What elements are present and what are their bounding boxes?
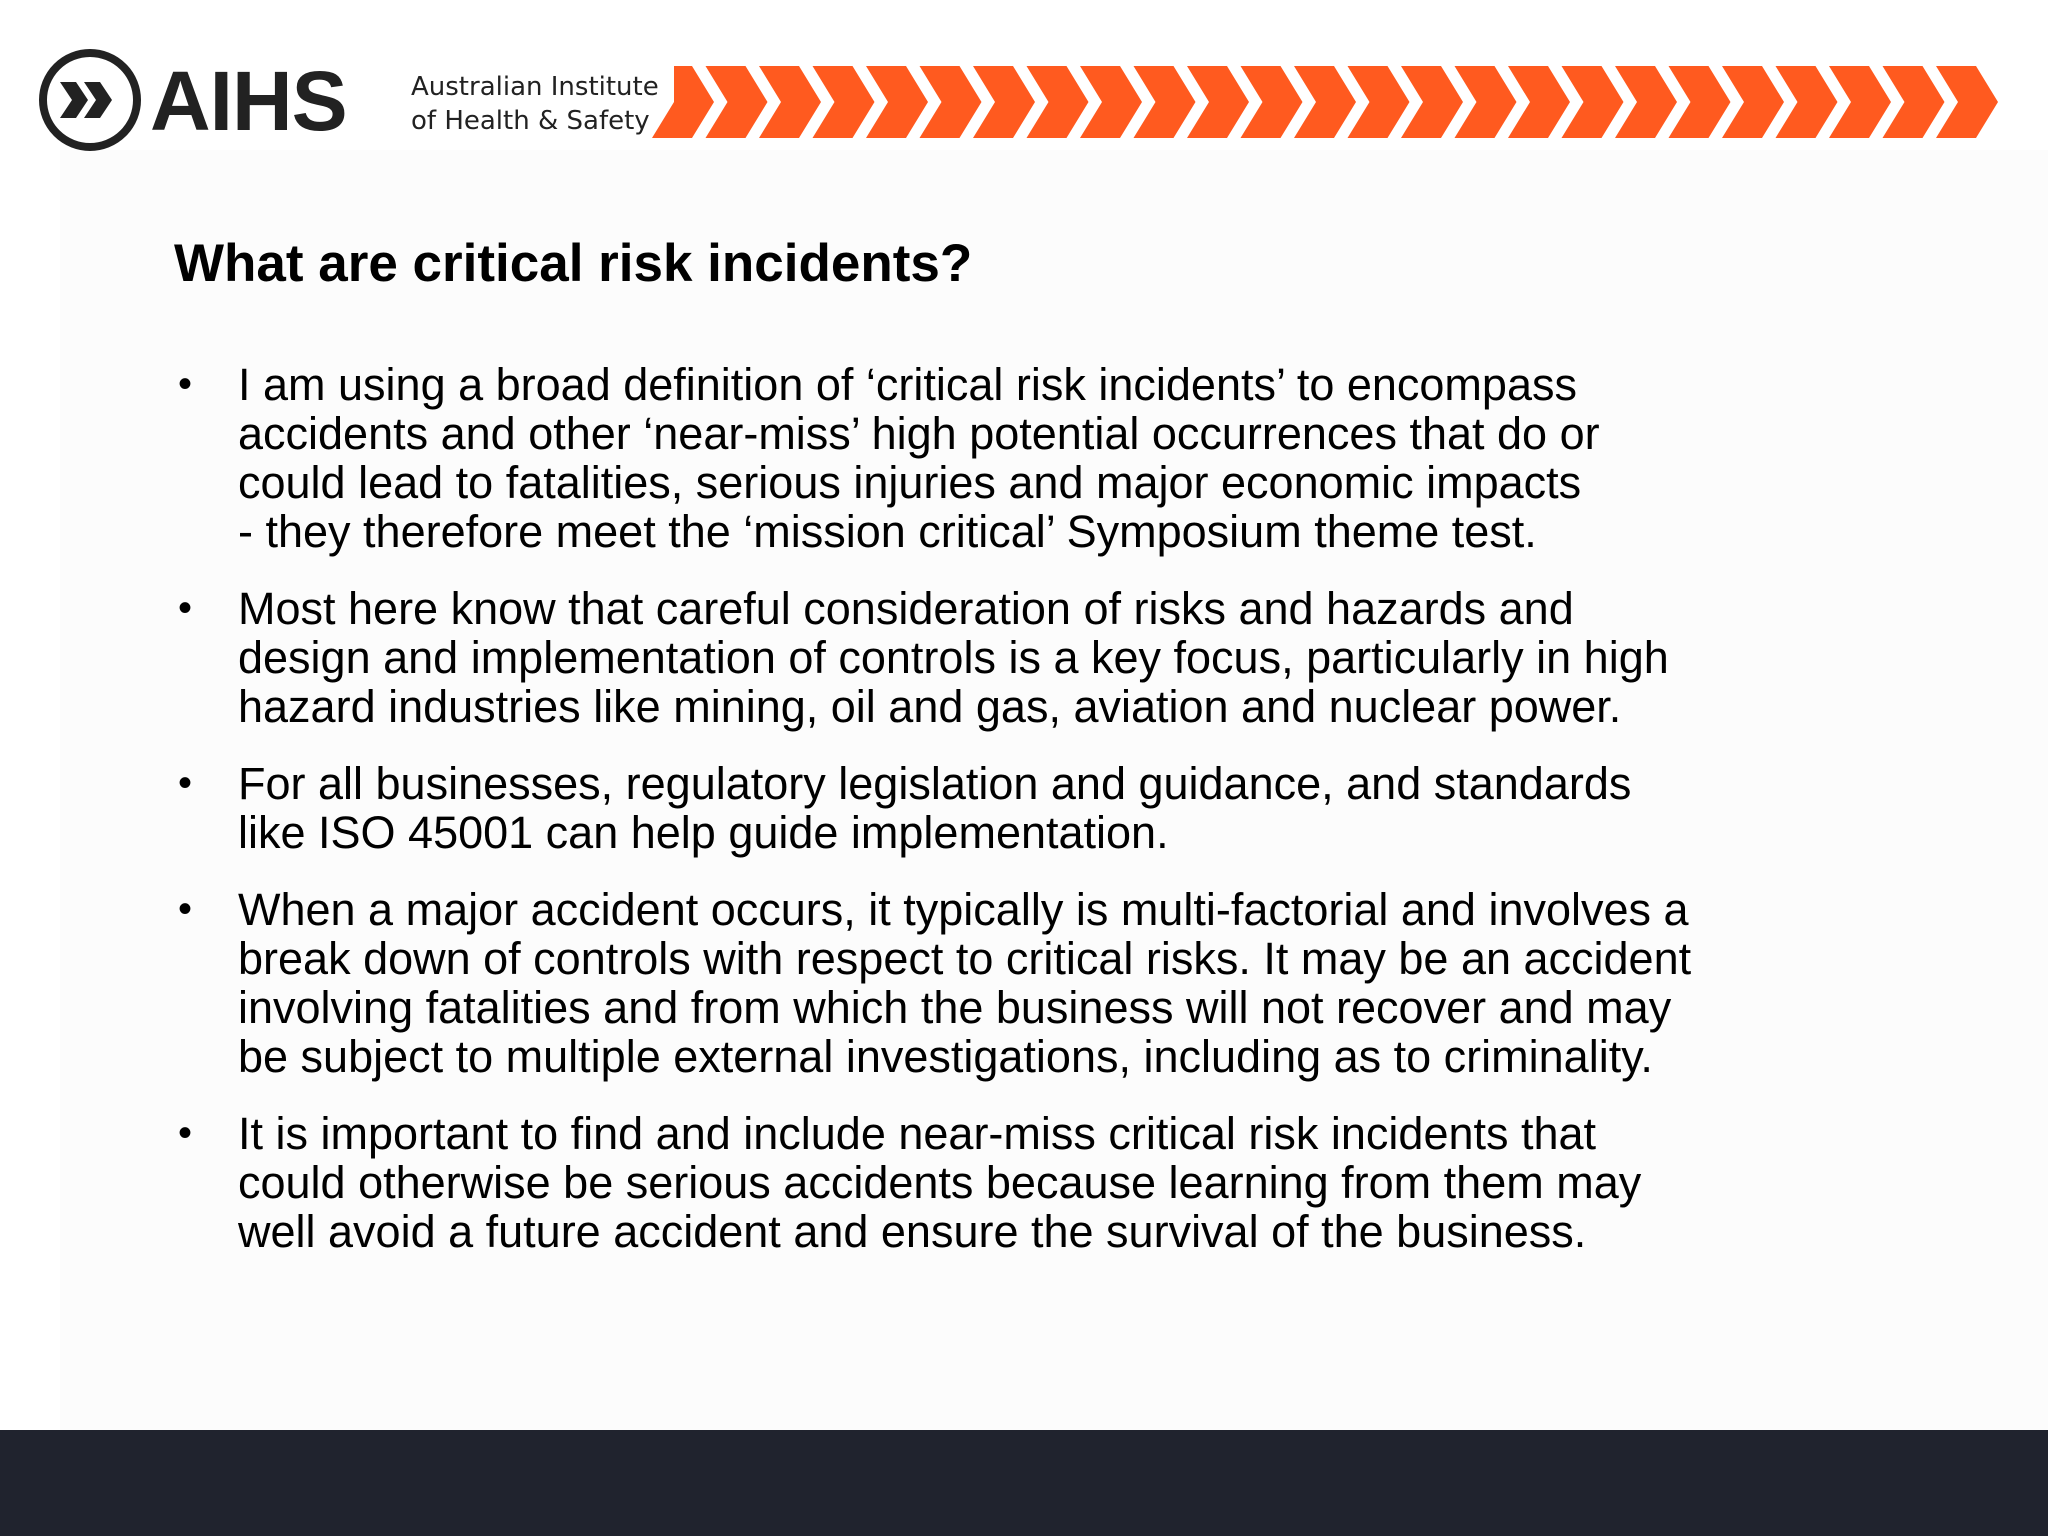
bullet-line: - they therefore meet the ‘mission critical’ Symposium theme test. [238,506,1537,557]
org-name-line-1: Australian Institute [411,72,659,102]
chevron-shape [706,66,768,138]
bullet-marker: • [178,586,193,630]
bullet-item [174,885,1914,1081]
logo-wordmark: AIHS [150,54,347,148]
chevron-shape [1187,66,1249,138]
chevron-shape [1348,66,1410,138]
bullet-item [174,360,1914,556]
footer-bar [0,1430,2048,1536]
bullet-line: could lead to fatalities, serious injuries and major economic impacts [238,457,1582,508]
bullet-line: well avoid a future accident and ensure the survival of the business. [238,1206,1587,1257]
bullet-line: When a major accident occurs, it typically is multi-factorial and involves a [238,884,1689,935]
chevron-banner-icon [652,64,2002,142]
bullet-item [174,584,1914,731]
bullet-line: design and implementation of controls is a key focus, particularly in high [238,632,1669,683]
chevron-shape [1669,66,1731,138]
chevron-shape [1080,66,1142,138]
bullet-line: break down of controls with respect to critical risks. It may be an accident [238,933,1692,984]
chevron-shape [1455,66,1517,138]
bullet-line: I am using a broad definition of ‘critical risk incidents’ to encompass [238,359,1577,410]
chevron-shape [1722,66,1784,138]
chevron-shape [652,66,714,138]
aihs-logo-icon [38,48,142,152]
header-banner [0,0,2048,150]
bullet-line: For all businesses, regulatory legislation and guidance, and standards [238,758,1632,809]
chevron-shape [1241,66,1303,138]
org-name-line-2: of Health & Safety [411,106,650,136]
chevron-shape [759,66,821,138]
chevron-shape [866,66,928,138]
bullet-line: be subject to multiple external investigations, including as to criminality. [238,1031,1653,1082]
bullet-marker: • [178,1111,193,1155]
chevron-shape [1401,66,1463,138]
chevron-shape [1027,66,1089,138]
bullet-line: hazard industries like mining, oil and gas, aviation and nuclear power. [238,681,1622,732]
bullet-marker: • [178,887,193,931]
chevron-shape [813,66,875,138]
bullet-item [174,1109,1914,1256]
bullet-item [174,759,1914,857]
org-name [411,70,659,138]
chevron-shape [1615,66,1677,138]
chevron-shape [1936,66,1998,138]
chevron-shape [1134,66,1196,138]
slide-title: What are critical risk incidents? [174,234,973,293]
chevron-shape [1508,66,1570,138]
bullet-marker: • [178,761,193,805]
bullet-line: involving fatalities and from which the business will not recover and may [238,982,1672,1033]
bullet-line: accidents and other ‘near-miss’ high potential occurrences that do or [238,408,1600,459]
chevron-shape [1776,66,1838,138]
chevron-shape [1829,66,1891,138]
bullet-line: Most here know that careful consideration of risks and hazards and [238,583,1574,634]
chevron-shape [1883,66,1945,138]
chevron-shape [920,66,982,138]
chevron-shape [1294,66,1356,138]
bullet-line: like ISO 45001 can help guide implementation. [238,807,1169,858]
chevron-shape [973,66,1035,138]
bullet-list [174,360,1914,1284]
bullet-line: It is important to find and include near-miss critical risk incidents that [238,1108,1597,1159]
bullet-line: could otherwise be serious accidents because learning from them may [238,1157,1642,1208]
bullet-marker: • [178,362,193,406]
chevron-shape [1562,66,1624,138]
